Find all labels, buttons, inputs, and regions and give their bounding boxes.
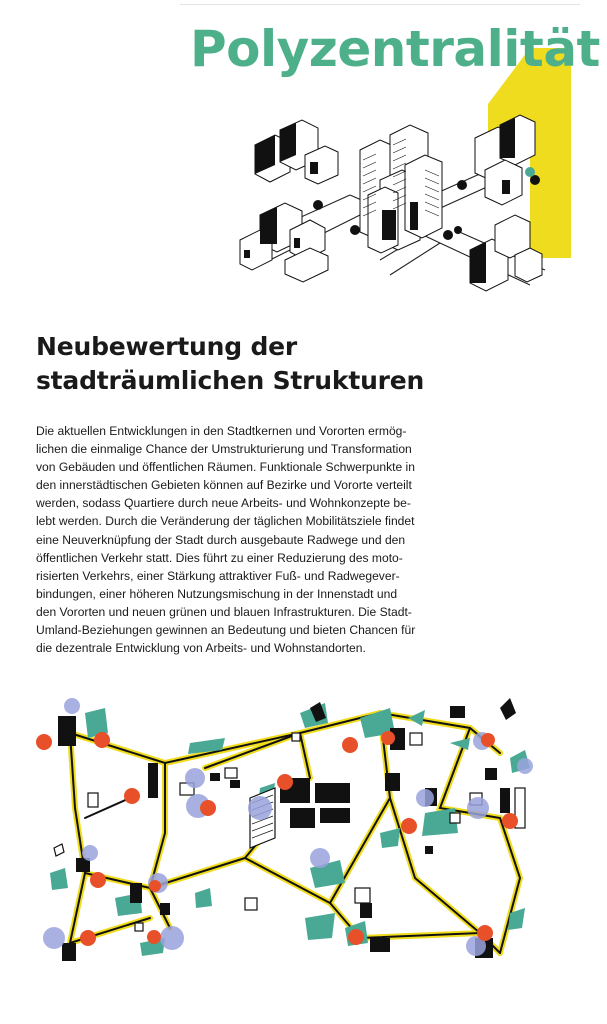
heading-line: stadträumlichen Strukturen (36, 366, 425, 395)
body-line: öffentlichen Verkehr statt. Dies führt zu einer Reduzierung des moto- (36, 550, 403, 565)
body-line: bindungen, einer höheren Nutzungsmischung in der Innenstadt und (36, 586, 398, 601)
body-line: risierten Verkehrs, einer Stärkung attraktiver Fuß- und Radwegever- (36, 568, 400, 583)
body-line: die dezentrale Entwicklung von Arbeits- und Wohnstandorten. (36, 641, 366, 656)
page-title: Polyzentralität (190, 20, 600, 78)
body-line: lichen die einmalige Chance der Umstrukturierung und Transformation (36, 442, 412, 457)
body-line: werden, sodass Quartiere durch neue Arbeits- und Wohnkonzepte be- (36, 496, 411, 511)
polycentric-network-icon (30, 688, 570, 988)
isometric-city-icon (230, 110, 560, 295)
body-line: von Gebäuden und öffentlichen Räumen. Funktionale Schwerpunkte in (36, 460, 415, 475)
body-line: den innerstädtischen Gebieten können auf Bezirke und Vororte verteilt (36, 478, 412, 493)
section-heading (36, 330, 424, 398)
body-paragraph (36, 422, 436, 657)
body-line: den Vororten und neuen grünen und blauen Infrastrukturen. Die Stadt- (36, 604, 412, 619)
body-line: eine Neuverknüpfung der Stadt durch ausgebaute Radwege und den (36, 532, 406, 547)
body-line: Die aktuellen Entwicklungen in den Stadtkernen und Vororten ermög- (36, 424, 407, 438)
heading-line: Neubewertung der (36, 332, 298, 361)
body-line: lebt werden. Durch die Veränderung der täglichen Mobilitätsziele findet (36, 514, 415, 529)
body-line: Umland-Beziehungen gewinnen an Bedeutung und bieten Chancen für (36, 623, 416, 638)
